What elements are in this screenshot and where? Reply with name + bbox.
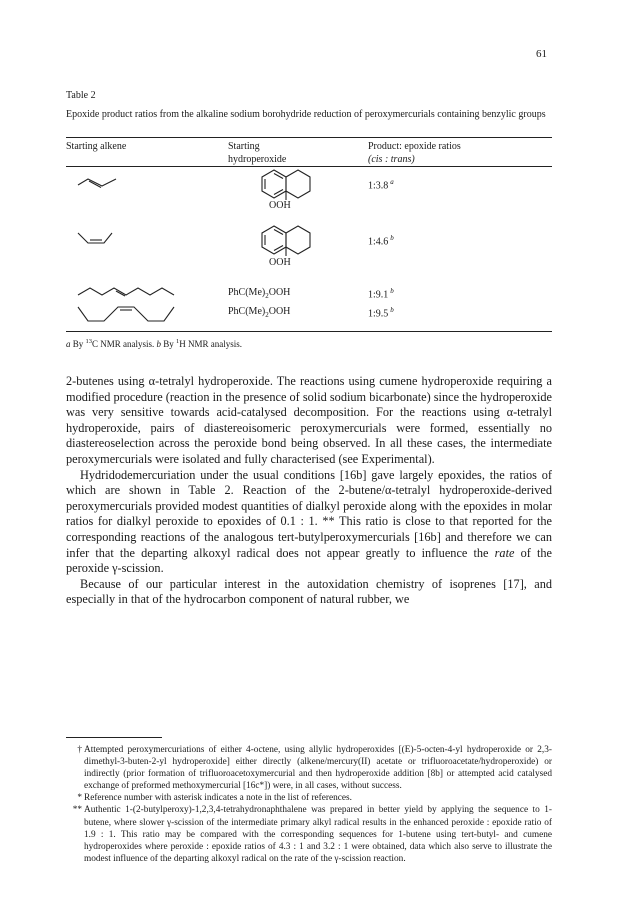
paragraph-2 [66,468,552,577]
row2-alkene-structure [76,227,136,251]
row3-epoxide-ratio [368,287,394,300]
footnote-text: Authentic 1-(2-butylperoxy)-1,2,3,4-tetrahydronaphthalene was prepared in better yield by applying the sequence to 1-butene, where slower γ-scission of the intermediate primary alkyl radical results in the enhanced peroxide : epoxide ratio of 1.9 : 1. This ratio may be compared with the corresponding sequences for 1-butene using tert-butyl- and cumene hydroperoxides where peroxide : epoxide ratios of 4.3 : 1 and 3.2 : 1 were obtained, data which also serve to illustrate the modest influence of the departing alkoxyl radical on the rate of the γ-scission reaction. [84,805,552,864]
paragraph-2-part-a: Hydridodemercuriation under the usual conditions [16b] gave largely epoxides, the ratios of which are shown in Table 2. Reaction of the 2-butene/α-tetralyl hydroperoxide-derived peroxymercurials provided modest quantities of dialkyl peroxide along with the epoxides in molar ratios for dialkyl peroxide to epoxides of 0.1 : 1. ** This ratio is close to that reported for the corresponding reactions of the analogous tert-butylperoxymercurials [16b] and therefore we can infer that the departing alkoxyl radical does not appear greatly to influence the [66,467,552,560]
row2-epoxide-ratio [368,234,394,247]
footnote-text: Reference number with asterisk indicates a note in the list of references. [84,793,352,804]
footnote-dagger [66,744,552,792]
row1-ratio-value: 1:3.8 [368,180,389,192]
row3-ratio-note: b [390,287,394,295]
footnote-mark: † [77,745,82,755]
row1-ratio-note: a [390,178,394,186]
row4-epoxide-ratio [368,306,394,319]
footnote-mark: * [77,793,82,804]
page-number: 61 [536,48,547,60]
row3-hydroperoxide-label: $PhC(Me)_2OOH$ [228,287,291,300]
row4-ratio-note: b [390,306,394,314]
header-ratios-line1: Product: epoxide ratios [368,141,461,152]
footnote-rule [66,737,162,738]
paragraph-2-part-b: of the peroxide γ-scission. [66,545,552,576]
table-top-rule [66,137,552,138]
row2-ratio-note: b [390,234,394,242]
row3-ratio-value: 1:9.1 [368,289,389,301]
row4-hydroperoxide-label: $PhC(Me)_2OOH$ [228,306,291,319]
row3-alkene-structure [76,284,186,300]
table-bottom-rule [66,331,552,332]
footnote-mark: ** [72,805,82,816]
row4-ratio-value: 1:9.5 [368,308,389,320]
header-hydroperoxide-line2: hydroperoxide [228,154,287,165]
row1-alkene-structure [76,175,136,191]
footnotes [66,744,552,865]
paragraph-3: Because of our particular interest in the autoxidation chemistry of isoprenes [17], and especially in that of the hydrocarbon component of natural rubber, we [66,576,552,607]
body-text [66,374,552,608]
table-footnote: a By $^{13}$C NMR analysis. b By $^1$H NMR analysis. [66,338,243,349]
row1-epoxide-ratio [368,178,394,191]
row2-hydroperoxide-label: OOH [269,257,291,268]
table-label: Table 2 [66,90,96,101]
paragraph-1: 2-butenes using α-tetralyl hydroperoxide. The reactions using cumene hydroperoxide requiring a modified procedure (reaction in the presence of solid sodium bicarbonate) since the hydroperoxide was very sensitive towards acid-catalysed decomposition. For the reactions using α-tetralyl hydroperoxide, pairs of diastereoisomeric peroxymercurials were formed, essentially no diastereoselection across the peroxide bond being observed. In all these cases, the intermediate peroxymercurials were isolated and fully characterised (see Experimental). [66,374,552,466]
footnote-text: Attempted peroxymercuriations of either 4-octene, using allylic hydroperoxides [(E)-5-octen-4-yl hydroperoxide or 2,3-dimethyl-3-buten-2-yl hydroperoxide] either directly (alkene/mercury(II) acetate or trifluoroacetate/hydroperoxide) or indirectly (prior formation of trifluoroacetoxymercurial and then hydroperoxide addition [8b] or attempted acid catalysed exchange of preformed methoxymercurial [16c*]) were, in all cases, without success. [84,745,552,792]
header-starting-hydroperoxide [228,140,286,166]
header-hydroperoxide-line1: Starting [228,141,260,152]
paragraph-2-emphasis: rate [494,545,515,560]
footnote-asterisk [66,792,552,804]
header-product-ratios [368,140,461,166]
footnote-double-asterisk [66,804,552,864]
table-caption: Epoxide product ratios from the alkaline sodium borohydride reduction of peroxymercurials containing benzylic groups [66,109,546,120]
row1-hydroperoxide-label: OOH [269,200,291,211]
header-starting-alkene: Starting alkene [66,141,127,152]
row2-ratio-value: 1:4.6 [368,236,389,248]
header-ratios-line2: (cis : trans) [368,154,415,165]
row4-alkene-structure [76,302,186,328]
